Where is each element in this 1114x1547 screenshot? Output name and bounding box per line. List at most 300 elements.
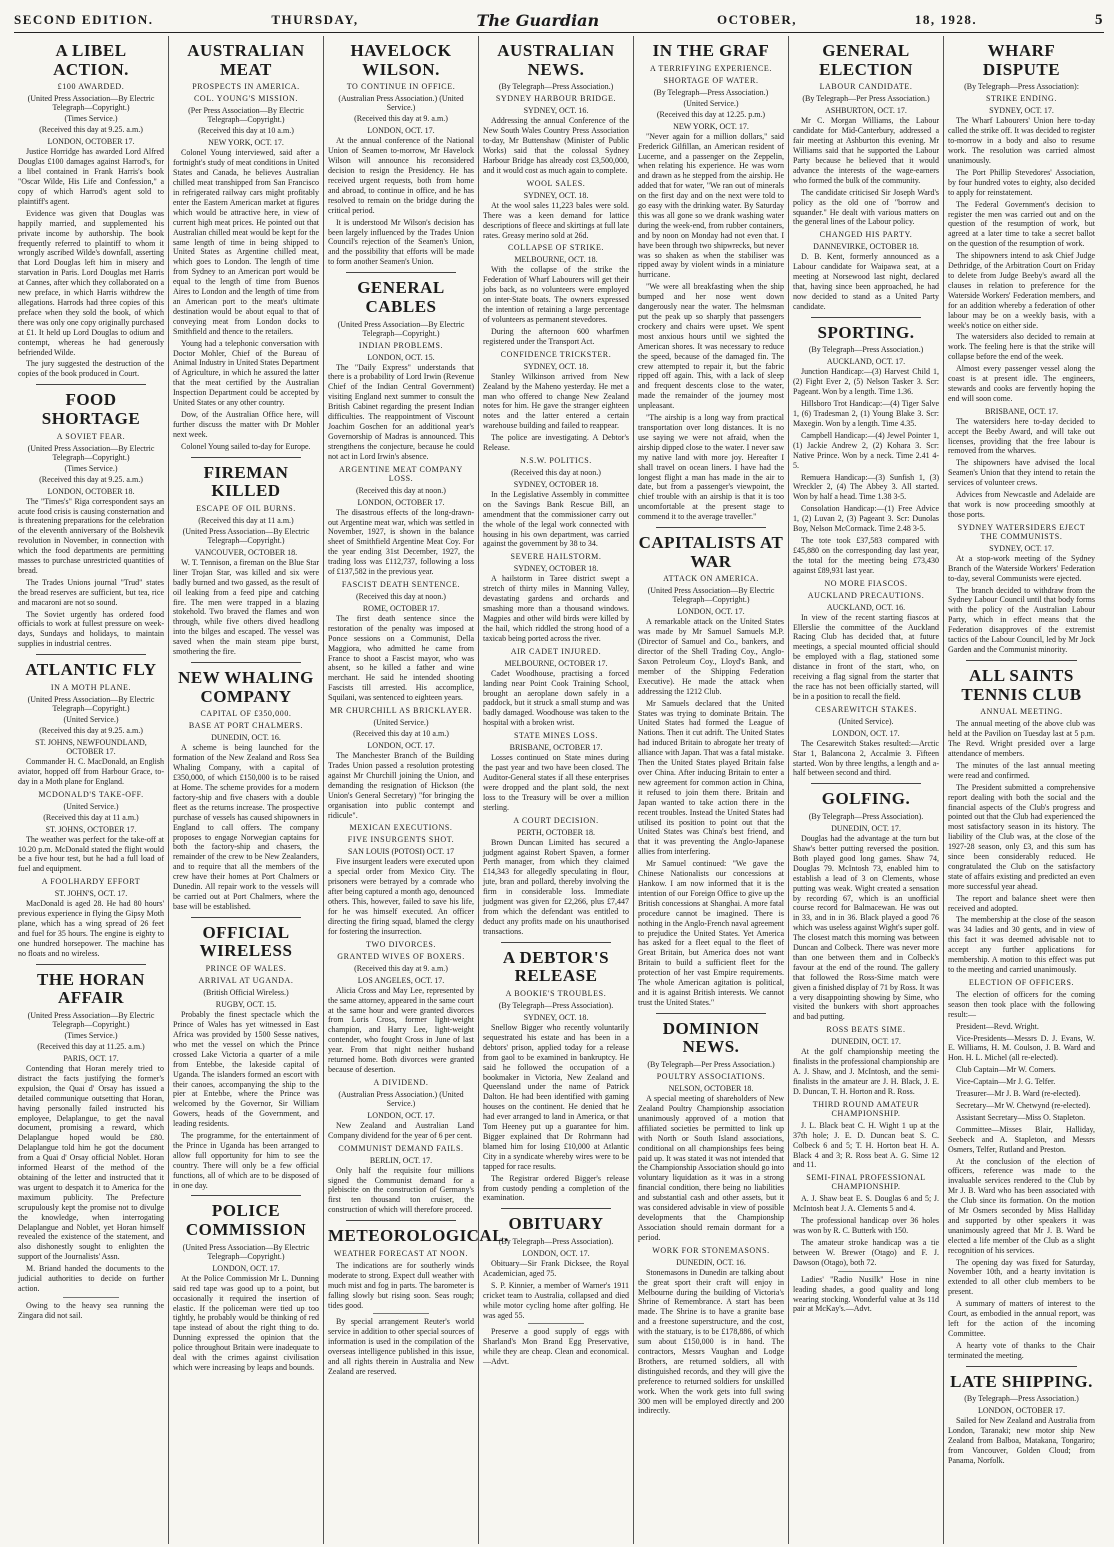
dateline: LONDON, OCTOBER 17. (357, 497, 445, 507)
subheading: CESAREWITCH STAKES. (815, 704, 917, 714)
paragraph: The Port Phillip Stevedores' Association, by four hundred votes to eighty, also decided to apply for reinstatement. (948, 167, 1095, 197)
paragraph: The weather was perfect for the take-off at 10.20 p.m. McDonald stated the flight would be a five hour test, but he had a full load of fuel and equipment. (18, 834, 164, 874)
paragraph: With the collapse of the strike the Federation of Wharf Labourers will get their jobs back, as no volunteers were employed on inter-State boats. The owners expressed the intention of retaining a large percentage of volunteers as permanent stevedores. (483, 265, 629, 324)
credit-line: (Times Service.) (64, 114, 118, 124)
subheading: ELECTION OF OFFICERS. (968, 977, 1075, 987)
paragraph: Remuera Handicap:—(3) Sunfish 1, (3) Wreckler 2, (4) The Abbey 3. All started. Won by half a head. Time 1.38 3-5. (793, 472, 939, 502)
paragraph: Owing to the heavy sea running the Zingara did not sail. (18, 1300, 164, 1320)
divider-rule (811, 317, 921, 318)
paragraph: Sailed for New Zealand and Australia from London, Taranaki; new motor ship New Zealand from Balboa, Matakana, Tongariro; from Vancouver, Golden Cloud; from Panama, Norfolk. (948, 1416, 1095, 1465)
paragraph: Club Captain—Mr W. Comers. (956, 1065, 1056, 1075)
dateline: SYDNEY, OCT. 17. (989, 543, 1054, 553)
paragraph: Probably the finest spectacle which the Prince of Wales has yet witnessed in East Africa was provided by 1500 Sesse natives, who met the vessel on which the Prince crossed Lake Victoria a quarter of a mile from Entebbe, the lakeside capital of Uganda. The islanders formed an escort with their canoes, accompanying the ship to the pier at Entebbe, where the Prince was welcomed by the Governor, Sir William Gowers, heads of the Government, and leading residents. (173, 1010, 319, 1129)
credit-line: (Received this day at noon.) (356, 485, 446, 495)
paragraph: At the golf championship meeting the finalists in the professional championship are A. J. Shaw, and J. McIntosh, and the semi-finalists in the amateur are J. H. Black, J. E. D. Duncan, T. H. Horton and R. Ross. (793, 1047, 939, 1096)
subheading: THIRD ROUND AMATEUR CHAMPIONSHIP. (812, 1099, 920, 1118)
dateline: BRISBANE, OCTOBER 17. (509, 743, 603, 753)
paragraph: The candidate criticised Sir Joseph Ward's policy as the old one of "borrow and squander." He dealt with various matters on the general lines of the Labour policy. (793, 187, 939, 227)
paragraph: A summary of matters of interest to the Court, as embodied in the annual report, was left for the action of the incoming Committee. (948, 1299, 1095, 1338)
headline: FOOD SHORTAGE (41, 390, 141, 428)
credit-line: (United Service.) (683, 98, 739, 108)
subheading: MEXICAN EXECUTIONS. (349, 823, 453, 833)
credit-line: (Received this day at 9. a.m.) (354, 114, 448, 124)
column-2 (169, 36, 324, 1544)
subheading: A FOOLHARDY EFFORT (41, 877, 141, 887)
paragraph: J. L. Black beat C. H. Wight 1 up at the 37th hole; J. E. D. Duncan beat S. C. Colbeck 6 and 5; T. H. Horton beat H. A. Black 4 and 3; R. Ross beat A. G. Sime 12 and 11. (793, 1120, 939, 1170)
paragraph: MacDonald is aged 28. He had 80 hours' previous experience in flying the Gipsy Moth plane, which has a wing spread of 26 feet and fuel for 35 hours. The engine is eighty to one hundred horsepower. The machine has no floats and no wireless. (18, 899, 164, 958)
credit-line: (United Press Association—By Electric Telegraph—Copyright.) (647, 586, 775, 605)
paragraph: The opening day was fixed for Saturday, November 10th, and a hearty invitation is extended to all other club members to be present. (948, 1257, 1095, 1297)
paragraph: The annual meeting of the above club was held at the Pavilion on Tuesday last at 5 p.m. The Revd. Wright presided over a large attendance of members. (948, 719, 1095, 758)
paragraph: Mr Samuels declared that the United States was trying to dominate Britain. The United States had formed the League of Nations. Then it cut adrift. The United States had induced Britain to abrogate her treaty of alliance with Japan. That was a fatal mistake. Then the United States played Britain false over China. After inducing Britain to enter a new agreement for common action in China, it refused to join them there. Britain and Japan wanted to take action there in the recent troubles. Instead the United States had utilised its position to point out that the United States was China's best friend, and that it was preventing the Anglo-Japanese allies from interfering. (638, 698, 784, 857)
paragraph: At the conclusion of the election of officers, reference was made to the invaluable services rendered to the Club by Mr J. B. Ward who has been associated with the Club since its formation. On the motion of Mr Osmers seconded by Miss Halliday and supported by other speakers it was unanimously agreed that Mr J. B. Ward be elected a life member of the Club as a slight recognition of his services. (948, 1156, 1095, 1255)
paragraph: Justice Horridge has awarded Lord Alfred Douglas £100 damages against Harrod's, for a libel contained in Frank Harris's book "Oscar Wilde, His Life and Confession," a copy of which Harrod's agent sold to plaintiff's agent. (18, 147, 164, 206)
headline: GOLFING. (821, 789, 911, 809)
dateline: PARIS, OCT. 17. (63, 1054, 119, 1064)
headline: OBITUARY (508, 1214, 604, 1234)
page-number: 5 (1094, 11, 1104, 28)
paper-name: The Guardian (476, 10, 600, 30)
paragraph: The President submitted a comprehensive report dealing with both the social and the financial aspects of the Club's progress and pointed out that the Club had experienced the most satisfactory season in its history. The liability of the Club was, at the close of the 1927-28 season, only £3, and this sum has since been considerably reduced. He congratulated the Club on the satisfactory state of affairs existing and predicted an even more successful year ahead. (948, 782, 1095, 891)
dateline: DUNEDIN, OCT. 16. (211, 733, 281, 743)
paragraph: Colonel Young interviewed, said after a fortnight's study of meat conditions in United States and Canada, he believes Australian chilled meat transhipped from San Francisco in refrigerated railway cars might profitably enter the Eastern American market at figures which would be attractive here, in view of current high meat prices. He pointed out that Australian chilled meat would be kept for the same length of time in being shipped to United States as Argentine chilled meat, which goes to London. The length of time from Sydney to an American port would be equal to the length of time from Buenos Aires to London and the length of time from an American port to the meat's ultimate destination would be about equal to that of conveying meat from London docks to Smithfield and thence to the retailers. (173, 148, 319, 336)
short-divider (838, 1271, 894, 1272)
credit-line: (By Telegraph—Press Association.) (653, 87, 769, 97)
paragraph: Stanley Wilkinson arrived from New Zealand by the Maheno yesterday. He met a man who offered to change New Zealand notes for him. He gave the stranger eighteen notes and the latter entered a certain warehouse building and failed to reappear. (483, 371, 629, 431)
paragraph: The Manchester Branch of the Building Trades Union passed a resolution protesting against Mr Churchill joining the Union, and demanding the resignation of Hickson (the Union's General Secretary) "for bringing the organisation into public contempt and ridicule". (328, 751, 474, 820)
subheading: MCDONALD'S TAKE-OFF. (38, 789, 144, 799)
dateline: DANNEVIRKE, OCTOBER 18. (813, 242, 919, 252)
credit-line: (Per Press Association—By Electric Telegraph—Copyright.) (188, 106, 304, 125)
credit-line: (Received this day at 9. a.m.) (354, 963, 448, 973)
credit-line: (Received this day at noon.) (511, 467, 601, 477)
paragraph: D. B. Kent, formerly announced as a Labour candidate for Waipawa seat, at a meeting at Norsewood last night, declared that, having since been approached, he had now decided to stand as a United Party candidate. (793, 252, 939, 311)
paragraph: Addressing the annual Conference of the New South Wales Country Press Association to-day, Mr Buttenshaw (Minister of Public Works) said that the colossal Sydney Harbour Bridge has already cost £3,500,000, and it would cost as much again to complete. (483, 116, 629, 175)
dateline: BRISBANE, OCT. 17. (985, 406, 1058, 416)
paragraph: W. T. Tennison, a fireman on the Blue Star liner Trojan Star, was killed and six were badly burned and two gassed, as the result of oil leaking from a feed pipe and catching fire. The men were trapped in a blazing stokehold. Two braved the flames and won through, while five others dived headlong into the bilges and escaped. The vessel was saved when the main steam pipe burst, smothering the fire. (173, 557, 319, 657)
credit-line: (Received this day at noon.) (356, 591, 446, 601)
paragraph: A special meeting of shareholders of New Zealand Poultry Championship association unanimously approved of a motion that affiliated societies be permitted to link up with North or South Island associations, conditional on all championships fees being paid up. It was stated it was not intended that the Championship Association should go into voluntary liquidation as it was in a strong financial condition, there being no liabilities and substantial cash and other assets, but it was considered advisable in view of possible developments that the Championship Association should remain dormant for a period. (638, 1094, 784, 1242)
divider-rule (36, 384, 146, 385)
paragraph: Consolation Handicap:—(1) Free Advice 1, (2) Luvan 2, (3) Pageant 3. Scr: Dunolas Boy, Nelson McCormack. Time 2.48 3-5. (793, 504, 939, 534)
dateline: DUNEDIN, OCT. 17. (831, 1037, 901, 1047)
paragraph: It is understood Mr Wilson's decision has been largely influenced by the Trades Union Council's rejection of the Seamen's Union, and the possibility that efforts will be made to form another Seamen's Union. (328, 217, 474, 267)
headline: ATLANTIC FLY (25, 660, 157, 680)
paragraph: Mr Samuel continued: "We gave the Chinese Nationalists our concessions at Hankow. I am now informed that it is the intention of our Foreign Office to give up the British concessions at Shanghai. A more fatal procedure cannot be imagined. There is nothing in the Anglo-French naval agreement to prejudice the United States. Yet America has asked for a fleet equal to the fleet of Great Britain, but America does not want Britain to build a sufficient fleet for the protection of her vast Empire requirements. The whole American agitation is political, and it is against British interests. We cannot trust the United States." (638, 859, 784, 1007)
paragraph: "The airship is a long way from practical transportation over long distances. It is no use saying we were not afraid, when the airship dipped close to the water. I never saw my native land with more joy. Hereafter I shall travel on ocean liners. I have had the longest flight a man has made in the air to date, but from a passenger's viewpoint, the chief trouble with an airship is that it is too uncomfortable at the present stage to commend it to the average traveller." (638, 413, 784, 522)
paragraph: The Trades Unions journal "Trud" states the bread reserves are sufficient, but tea, rice and macaroni are not so sound. (18, 577, 164, 607)
paragraph: Junction Handicap:—(3) Harvest Child 1, (2) Fight Ever 2, (5) Nelson Tasker 3. Scr: Pageant. Won by a length. Time 1.36. (793, 367, 939, 397)
paragraph: The report and balance sheet were then received and adopted. (948, 893, 1095, 913)
paragraph: The Cesarewitch Stakes resulted:—Arctic Star 1, Balancona 2, Accalmie 3. Fifteen started. Won by three lengths, a length and a-half between second and third. (793, 738, 939, 778)
divider-rule (966, 660, 1077, 661)
dateline: SYDNEY, OCTOBER 18. (513, 564, 599, 574)
dateline: DUNEDIN, OCT. 16. (676, 1257, 746, 1267)
paragraph: The minutes of the last annual meeting were read and confirmed. (948, 760, 1095, 780)
dateline: LONDON, OCT. 17. (522, 1249, 590, 1259)
credit-line: (Received this day at 9.25. a.m.) (39, 725, 143, 735)
subheading: CAPITAL OF £350,000. (200, 709, 292, 719)
subheading: SEMI-FINAL PROFESSIONAL CHAMPIONSHIP. (806, 1173, 926, 1192)
credit-line: (Received this day at 11.25. a.m.) (37, 1042, 145, 1052)
paragraph: At the annual conference of the National Union of Seamen to-morrow, Mr Havelock Wilson will announce his reconsidered decision to resign the Presidency. He has received urgent requests, both from home and abroad, to continue in office, and he has resolved to remain on the bridge during the critical period. (328, 136, 474, 215)
subheading: AUCKLAND PRECAUTIONS. (807, 590, 925, 600)
credit-line: (By Telegraph—Per Press Association.) (647, 1060, 775, 1070)
credit-line: (By Telegraph—Press Association.) (498, 82, 614, 92)
subheading: TWO DIVORCES. (365, 939, 437, 949)
subheading: N.S.W. POLITICS. (520, 455, 592, 465)
subheading: COLLAPSE OF STRIKE. (507, 243, 605, 253)
dateline: LONDON, OCT. 17. (367, 1110, 435, 1120)
dateline: SYDNEY, OCT. 16. (523, 106, 589, 116)
paragraph: "We were all breakfasting when the ship bumped and her nose went down dangerously near the water. The helmsman put the peak up so sharply that passengers crockery and chairs were upset. We spent most anxious hours until we sighted the American shores. It was necessary to reduce the speed, because of the damaged fin. The crew attempted to repair it, but the fabric ripped off again. This, with a lack of sleep and frequent descents close to the water, made the remainder of the journey most unpleasant. (638, 282, 784, 411)
subheading: TO CONTINUE IN OFFICE. (346, 82, 456, 92)
subheading: MR CHURCHILL AS BRICKLAYER. (329, 706, 473, 716)
subheading: SYDNEY HARBOUR BRIDGE. (495, 94, 617, 104)
subheading: AIR CADET INJURED. (510, 646, 602, 656)
credit-line: (Received this day at 10 a.m.) (353, 729, 449, 739)
edition-label: SECOND EDITION. (14, 12, 154, 27)
paragraph: The amateur stroke handicap was a tie between W. Brewer (Otago) and F. J. Dawson (Otago), both 72. (793, 1237, 939, 1267)
paragraph: Five insurgent leaders were executed upon a special order from Mexico City. The prisoners were betrayed by a comrade who after being captured a month ago, denounced others. This, however, failed to save his life, for he was himself executed. An officer directing the firing squad, blamed the clergy for fostering the insurrection. (328, 857, 474, 936)
dateline: ASHBURTON, OCT. 17. (825, 106, 907, 116)
divider-rule (36, 964, 146, 965)
subheading: A TERRIFYING EXPERIENCE. (649, 63, 773, 73)
paragraph: Advices from Newcastle and Adelaide are that work is now proceeding smoothly at those ports. (948, 490, 1095, 519)
headline: ALL SAINTS TENNIS CLUB (961, 665, 1082, 704)
headline: GENERAL ELECTION (819, 41, 913, 79)
paragraph: The jury suggested the destruction of the copies of the book produced in Court. (18, 359, 164, 379)
paragraph: The watersiders also decided to remain at work. The feeling here is that the strike will collapse before the end of the week. (948, 332, 1095, 362)
column-5 (634, 36, 789, 1544)
dateline: LONDON, OCTOBER 17. (47, 137, 135, 147)
subheading: NO MORE FIASCOS. (824, 578, 908, 588)
subheading: INDIAN PROBLEMS. (358, 340, 444, 350)
divider-rule (811, 783, 921, 784)
paragraph: "Never again for a million dollars," said Frederick Gilfillan, an American resident of Lucerne, and a passenger on the Zeppelin, when relating his experience. He was worn and drawn as he stepped from the airship. He added that for water, "We ran out of minerals on the first day and on the next were told to go easy with the drinking water. By Saturday this was all gone so we drank washing water during the week-end, from rubber containers, and by noon on Monday had not even that. I have been through two shipwrecks, but never was so shaken as when the stabiliser was ripped away by violent winds in a miniature hurricane. (638, 131, 784, 280)
dateline: RUGBY, OCT. 15. (215, 1000, 277, 1010)
paragraph: Contending that Horan merely tried to distract the facts justifying the former's expulsion, the Quai d' Orsay has issued a detailed communique outsetting that Horan, having personally failed instructed his employee, Delaplangue, to get the naval document, promising a reward, which Delaplangue hoped would be £80. Delaplangue told him he got the document from a Quai d' Orsay official Noblet. Horan informed Hearst of the method of the obtaining of the letter and instructed that it was urgent to despatch it to America for the maximum publicity. The Prefecture scrupulously kept the promise not to divulge the knowledge, when interrogating Delaplangue and Noblet, yet Horan himself revealed the existence of the statement, and also dishonestly sought to enlighten the support of the Journalists' Assn. (18, 1064, 164, 1262)
paragraph: Committee—Misses Blair, Halliday, Seebeck and A. Stapleton, and Messrs Osmers, Telfer, Rutland and Preston. (948, 1124, 1095, 1154)
subheading: COL. YOUNG'S MISSION. (194, 94, 298, 104)
credit-line: (United Service.) (63, 714, 119, 724)
headline: METEOROLOGICAL. (328, 1226, 509, 1246)
issue-day: THURSDAY, (271, 12, 359, 27)
paragraph: At the Police Commission Mr L. Dunning said red tape was good up to a point, but occasionally it required the insertion of elastic. If the policeman were tied up too tightly, he probably would be thinking of red tape instead of about the right thing to do. Dunning expressed the opinion that the police throughout Britain were inadequate to deal with the crimes against civilisation which were increasing by leaps and bounds. (173, 1273, 319, 1372)
dateline: ST. JOHN'S, OCT. 17. (54, 889, 128, 899)
credit-line: (Received this day at 11 a.m.) (43, 812, 139, 822)
credit-line: (Australian Press Association.) (United Service.) (338, 1089, 464, 1108)
dateline: SYDNEY, OCT. 17. (989, 106, 1054, 116)
paragraph: The tote took £37,583 compared with £45,880 on the corresponding day last year, the total for the meeting being £73,430 against £89,931 last year. (793, 535, 939, 575)
headline: SPORTING. (817, 322, 915, 342)
credit-line: (By Telegraph—Press Association): (964, 82, 1079, 92)
headline: HAVELOCK WILSON. (350, 41, 452, 79)
column-4 (479, 36, 634, 1544)
paragraph: A. J. Shaw beat E. S. Douglas 6 and 5; J. McIntosh beat J. A. Clements 5 and 4. (793, 1194, 939, 1214)
credit-line: (By Telegraph—Press Association). (498, 1237, 614, 1247)
paragraph: Hillsboro Trot Handicap:—(4) Tiger Salve 1, (6) Tradesman 2, (1) Young Blake 3. Scr: Maxegin. Won by a length. Time 4.35. (793, 399, 939, 428)
dateline: ROME, OCTOBER 17. (362, 603, 440, 613)
masthead (14, 8, 1104, 33)
dateline: SYDNEY, OCT. 18. (523, 361, 589, 371)
paragraph: Cadet Woodhouse, practising a forced landing near Point Cook Training School, brought an aeroplane down safely in a paddock, but it struck a small stump and was badly damaged. Woodhouse was taken to the hospital with a broken wrist. (483, 668, 629, 728)
headline: FIREMAN KILLED (203, 462, 289, 501)
paragraph: Dow, of the Australian Office here, will further discuss the matter with Dr Mohler next week. (173, 409, 319, 439)
subheading: STATE MINES LOSS. (513, 731, 598, 741)
credit-line: (United Press Association—By Electric Telegraph—Copyright.) (27, 443, 155, 462)
paragraph: Preserve a good supply of eggs with Sharland's Mon Brand Egg Preservative, while they are cheap. Clean and economical.—Advt. (483, 1327, 629, 1367)
headline: A DEBTOR'S RELEASE (502, 947, 610, 986)
subheading: ROSS BEATS SIME. (826, 1025, 906, 1035)
divider-rule (501, 1208, 611, 1209)
dateline: ST. JOHNS, NEWFOUNDLAND, OCTOBER 17. (35, 737, 147, 756)
subheading: GRANTED WIVES OF BOXERS. (337, 951, 465, 961)
paragraph: The "Times's" Riga correspondent says an acute food crisis is causing consternation and is threatening preparations for the celebration of the eleventh anniversary of the Bolshevik revolution in November, in connection with which the food departments are permitting masses to purchase unrestricted quantities of bread. (18, 496, 164, 575)
dateline: LONDON, OCT. 17. (212, 1263, 280, 1273)
subheading: FIVE INSURGENTS SHOT. (347, 835, 455, 845)
subheading: ANNUAL MEETING. (980, 707, 1063, 717)
paragraph: Mr C. Morgan Williams, the Labour candidate for Mid-Canterbury, addressed a fair meeting at Ashburton this evening. Mr Williams said that he supported the Labour Party because he believed that it would advance the interests of the wage-earners who formed the bulk of the community. (793, 116, 939, 185)
credit-line: (Times Service.) (64, 1031, 118, 1041)
dateline: AUCKLAND, OCT. 17. (826, 357, 906, 367)
credit-line: (United Press Association—By Electric Telegraph—Copyright.) (27, 94, 155, 113)
paragraph: Commander H. C. MacDonald, an English aviator, hopped off from Harbour Grace, to-day in a Moth plane for England. (18, 756, 164, 786)
subheading: PROSPECTS IN AMERICA. (192, 82, 300, 92)
credit-line: (United Press Association—By Electric Telegraph—Copyright.) (27, 1011, 155, 1030)
paragraph: The Federal Government's decision to register the men was carried out and on the question of the resumption of work, but agreed at a later time to take a secret ballot on the question of the resumption of work. (948, 199, 1095, 249)
headline: THE HORAN AFFAIR (37, 969, 145, 1008)
issue-date: 18, 1928. (914, 12, 978, 27)
credit-line: (By Telegraph—Press Association). (498, 1001, 614, 1011)
divider-rule (966, 1366, 1077, 1367)
paragraph: The first death sentence since the restoration of the penalty was imposed at Ponce sessions on a Communist, Della Maggiora, who admitted he came from France to shoot a Fascist mayor, who was absent, so he killed a father and wine merchant. He said he intended shooting Fascists till arrested. His accomplice, Squilani, was sentenced to eighteen years. (328, 613, 474, 703)
subheading: SEVERE HAILSTORM. (510, 552, 602, 562)
paragraph: Vice-Captain—Mr J. G. Telfer. (956, 1077, 1056, 1087)
credit-line: (United Service.) (63, 801, 119, 811)
headline: OFFICIAL WIRELESS (199, 922, 293, 961)
dateline: DUNEDIN, OCT. 17. (831, 824, 901, 834)
paragraph: Almost every passenger vessel along the coast is at present idle. The engineers, stewards and cooks are fervently hoping the end will soon come. (948, 364, 1095, 403)
subheading: £100 AWARDED. (57, 82, 125, 92)
paragraph: A hearty vote of thanks to the Chair terminated the meeting. (948, 1340, 1095, 1360)
paragraph: At a stop-work meeting of the Sydney Branch of the Waterside Workers' Federation to-day, several Communists were ejected. (948, 553, 1095, 583)
credit-line: (Received this day at 9.25. a.m.) (39, 474, 143, 484)
dateline: NEW YORK, OCT. 17. (673, 121, 749, 131)
headline: GENERAL CABLES (357, 278, 445, 316)
paragraph: In the Legislative Assembly in committee on the Savings Bank Rescue Bill, an amendment that the commissioner carry out the whole of the legal work connected with housing in his own department, was carried against the government by 38 to 34. (483, 489, 629, 549)
subheading: COMMUNIST DEMAND FAILS. (338, 1143, 464, 1153)
dateline: MELBOURNE, OCT. 18. (514, 255, 598, 265)
paragraph: Campbell Handicap:—(4) Jewel Pointer 1, (1) Jackie Andrew 2, (2) Kohara 3. Scr: Native Prince. Won by a neck. Time 2.41 4-5. (793, 430, 939, 470)
divider-rule (656, 1013, 766, 1014)
paragraph: Assistant Secretary—Miss O. Stapleton. (956, 1112, 1086, 1122)
dateline: MELBOURNE, OCTOBER 17. (504, 658, 608, 668)
credit-line: (United Service.) (373, 718, 429, 728)
credit-line: (Australian Press Association.) (United Service.) (338, 94, 464, 113)
divider-rule (191, 662, 301, 663)
credit-line: (By Telegraph—Press Association). (808, 812, 924, 822)
headline: A LIBEL ACTION. (53, 41, 129, 79)
subheading: CONFIDENCE TRICKSTER. (500, 349, 612, 359)
paragraph: Secretary—Mr W. Chetwynd (re-elected). (956, 1100, 1091, 1110)
divider-rule (191, 917, 301, 918)
paragraph: The "Daily Express" understands that there is a probability of Lord Irwin (Revenue Chief of the Indian Central Government) visiting England next summer to consult the British Cabinet regarding the present Indian difficulties. The reappointment of Viscount Joachim Goschen for an additional year's Governorship of Madras is announced. This strengthens the conjecture, because he could not act in Lord Irwin's absence. (328, 362, 474, 461)
headline: DOMINION NEWS. (662, 1018, 760, 1057)
headline: CAPITALISTS AT WAR (638, 533, 784, 571)
paragraph: Stonemasons in Dunedin are talking about the great sport their craft will enjoy in Melbourne during the building of Victoria's Shrine of Remembrance. A start has been made. The Shrine is to have a granite base and a freestone superstructure, and the cost, with the statuary, is to be £178,886, of which sum about £150,000 is in hand. The contractors, Messrs Vaughan and Lodge Brothers, are returned soldiers, all with distinguished records, and they will give the preference to returned soldiers for unskilled work. When the work gets into full swing 300 men will be employed directly and 200 indirectly. (638, 1267, 784, 1416)
short-divider (373, 1313, 429, 1314)
subheading: A BOOKIE'S TROUBLES. (505, 989, 607, 999)
issue-month: OCTOBER, (717, 12, 798, 27)
divider-rule (656, 527, 766, 528)
subheading: SHORTAGE OF WATER. (663, 75, 759, 85)
dateline: SYDNEY, OCTOBER 18. (513, 479, 599, 489)
credit-line: (United Press Association—By Electric Telegraph—Copyright.) (27, 694, 155, 713)
paragraph: Brown Duncan Limited has secured a judgment against Robert Spaven, a former Perth manager, from which they claimed £14,343 for allegedly speculating in flour, jute, bran and pollard, thereby involving the firm in considerable loss. Immediate judgment was given for £2,266, plus £7,447 from which the defendant was entitled to deduct any profits made on his unauthorised transactions. (483, 837, 629, 936)
dateline: SAN LOUIS (POTOSI) OCT. 17 (347, 847, 455, 857)
subheading: A DIVIDEND. (373, 1077, 429, 1087)
paragraph: Evidence was given that Douglas was happily married, and supplemented his private income by authorship. The book frequently referred to plaintiff to whom it wrongly ascribed Wilde's downfall, asserting that Lord Douglas left him in misery and starvation in Paris. Lord Douglas met Harris at Cannes, after which they collaborated on a new preface, in which Harris withdrew the allegations. Harrods had three copies of this preface when they sold the book, of which there was only one copy originally purchased at £1. It held up Lord Douglas to odium and contempt, whereas he had generously befriended Wilde. (18, 208, 164, 357)
subheading: WEATHER FORECAST AT NOON. (333, 1248, 469, 1258)
paragraph: The shipowners have advised the local Seamen's Union that they intend to retain the services of volunteer crews. (948, 458, 1095, 488)
divider-rule (346, 272, 456, 273)
paragraph: The shipowners intend to ask Chief Judge Dethridge, of the Arbitration Court on Friday to delete from Judge Beeby's award all the clauses in relation to preference for the Waterside Workers' Federation members, and for an addition whereby a federation of other labour may be on a weekly basis, with a week's notice on either side. (948, 251, 1095, 330)
headline: AUSTRALIAN NEWS. (497, 41, 615, 79)
dateline: PERTH, OCTOBER 18. (516, 827, 596, 837)
credit-line: (Received this day at 9.25. a.m.) (39, 125, 143, 135)
paragraph: Colonel Young sailed to-day for Europe. (181, 441, 311, 451)
subheading: POULTRY ASSOCIATIONS. (656, 1072, 766, 1082)
subheading: SYDNEY WATERSIDERS EJECT THE COMMUNISTS. (957, 522, 1086, 541)
dateline: LONDON, OCTOBER 18. (47, 486, 135, 496)
short-divider (63, 1297, 119, 1298)
subheading: IN A MOTH PLANE. (50, 682, 132, 692)
dateline: LONDON, OCT. 17. (832, 728, 900, 738)
divider-rule (191, 457, 301, 458)
credit-line: (Times Service.) (64, 463, 118, 473)
column-6 (789, 36, 944, 1544)
credit-line: (Received this day at 11 a.m.) (198, 515, 294, 525)
subheading: BASE AT PORT CHALMERS. (188, 721, 304, 731)
short-divider (528, 1323, 584, 1324)
subheading: ARGENTINE MEAT COMPANY LOSS. (339, 464, 463, 483)
credit-line: (United Press Association—By Electric Telegraph—Copyright.) (182, 1242, 310, 1261)
dateline: LONDON, OCTOBER 17. (978, 1406, 1065, 1416)
subheading: STRIKE ENDING. (985, 94, 1058, 104)
headline: AUSTRALIAN MEAT (187, 41, 305, 79)
headline: POLICE COMMISSION (185, 1201, 307, 1240)
dateline: ST. JOHNS, OCTOBER 17. (45, 824, 137, 834)
paragraph: Obituary—Sir Frank Dicksee, the Royal Academician, aged 75. (483, 1259, 629, 1278)
columns (14, 36, 1104, 1544)
subheading: ATTACK ON AMERICA. (663, 574, 759, 584)
paragraph: The disastrous effects of the long-drawn-out Argentine meat war, which was settled in November, 1927, is shown in the balance sheet of Smithfield Argentine Meat Coy. For the year ending 31st December, 1927, the trading loss was £112,737, following a loss of £137,582 in the previous year. (328, 507, 474, 577)
subheading: ARRIVAL AT UGANDA. (198, 976, 294, 986)
dateline: AUCKLAND, OCT. 16. (826, 602, 906, 612)
dateline: NELSON, OCTOBER 18. (668, 1084, 754, 1094)
paragraph: The programme, for the entertainment of the Prince in Uganda has been arranged to allow full opportunity for him to see the country. There will only be a few official functions, all of which are to be disposed of in one day. (173, 1131, 319, 1190)
dateline: SYDNEY, OCT. 18. (523, 1013, 589, 1023)
subheading: WORK FOR STONEMASONS. (652, 1245, 770, 1255)
subheading: WOOL SALES. (526, 178, 586, 188)
credit-line: (United Press Association—By Electric Telegraph—Copyright.) (182, 526, 310, 545)
paragraph: S. P. Kinnier, a member of Warner's 1911 cricket team to Australia, collapsed and died while motor cycling home after golfing. He was aged 55. (483, 1280, 629, 1320)
divider-rule (346, 1220, 456, 1221)
column-7 (944, 36, 1099, 1544)
paragraph: The Soviet urgently has ordered food officials to work at fullest pressure on week-days, Sundays and holidays, to maintain supplies in industrial centres. (18, 609, 164, 649)
headline: WHARF DISPUTE (982, 41, 1061, 79)
subheading: A COURT DECISION. (513, 815, 599, 825)
paragraph: At the wool sales 11,223 bales were sold. There was a keen demand for lattice descriptions of fleece and skirtings at full late rates. Greasy merino sold at 26d. (483, 200, 629, 240)
paragraph: Only half the requisite four millions signed the Communist demand for a plebiscite on the construction of Germany's first ten thousand ton cruiser, the construction of which will therefore proceed. (328, 1165, 474, 1215)
paragraph: President—Revd. Wright. (956, 1021, 1039, 1031)
column-3 (324, 36, 509, 1544)
paragraph: A hailstorm in Taree district swept a stretch of thirty miles in Manning Valley, devastating gardens and orchards and smashing more than a thousand windows. Magpies and other wild birds were killed by the hail, which riddled the strong hood of a taxicab being ported across the river. (483, 574, 629, 643)
dateline: LONDON, OCT. 17. (367, 126, 435, 136)
paragraph: The indications are for southerly winds moderate to strong. Expect dull weather with much mist and fog in parts. The barometer is falling slowly but rising soon. Seas rough; tides good. (328, 1260, 474, 1310)
paragraph: Snellow Bigger who recently voluntarily sequestrated his estate and has been in a debtors' prison, applied today for a release from gaol to be examined in bankruptcy. He said he followed the occupation of a bookmaker in Victoria, New Zealand and Queensland under the name of Patrick Dalton. He had been identified with gaming houses on the continent. He denied that he had ever arranged to land in America, or that Tom Heeney put up a guarantee for him. Bigger explained that Dr Rohrmann had blamed him for losing £10,000 at Atlantic City in a syndicate whereby wires were to be tapped for race results. (483, 1023, 629, 1171)
paragraph: The police are investigating. A Debtor's Release. (483, 433, 629, 453)
paragraph: Losses continued on State mines during the past year and two have been closed. The Auditor-General states if all these enterprises were dropped and the plant sold, the next loss to the Treasury will be over a million sterling. (483, 753, 629, 812)
credit-line: (United Press Association—By Electric Telegraph—Copyright.) (337, 319, 465, 338)
paragraph: Douglas had the advantage at the turn but Shaw's better putting reversed the position. Both played good long games. Shaw 74, Douglas 79. McIntosh 73, enabled him to establish a lead of 3 on Clements, whose putting was weak. Wight created a sensation by recording 67, which is an unofficial course record for Balmacewan. He was out in 33, and in in 36. Black played a good 76 which was useless against Wight's super golf. The closest match this morning was between Duncan and Colbeck. There was never more than one between them and in Colbeck's favour at the end of the round. The gallery that followed the Ross-Sime match were given a finished display of 71 by Ross. It was a very disappointing showing by Sime, who visited the bunkers with short approaches and bad putting. (793, 834, 939, 1022)
paragraph: The Wharf Labourers' Union here to-day called the strike off. It was decided to register to-morrow in a body and also to resume work. The resolution was carried almost unanimously. (948, 116, 1095, 165)
credit-line: (Received this day at 12.25. p.m.) (656, 109, 766, 119)
subheading: CHANGED HIS PARTY. (819, 230, 913, 240)
paragraph: In view of the recent starting fiascos at Ellerslie the committee of the Auckland Racing Club has decided that, at future meetings, a special mounted official should be employed with a flag, stationed some distance in front of the start, who, on receiving a flag signal from the starter that the race has not been officially started, will be in a position to recall the field. (793, 612, 939, 701)
paragraph: The membership at the close of the season was 34 ladies and 30 gents, and in view of this fact it was deemed advisable not to accept any further applications for membership. A motion to this effect was put to the meeting and carried unanimously. (948, 915, 1095, 974)
subheading: A SOVIET FEAR. (56, 431, 126, 441)
paragraph: By special arrangement Reuter's world service in addition to other special sources of information is used in the compilation of the overseas intelligence published in this issue, and all rights therein in Australia and New Zealand are reserved. (328, 1317, 474, 1376)
paragraph: The watersiders here to-day decided to accept the Beeby Award, and will take out licenses, providing that the free labour is removed from the wharves. (948, 416, 1095, 456)
credit-line: (British Official Wireless.) (203, 988, 289, 998)
paragraph: A remarkable attack on the United States was made by Mr Samuel Samuels M.P. (Director of Samuel and Co., bankers, and director of the Shell Trading Coy., Anglo-Saxon Petroleum Coy., Lloyd's Bank, and member of the Shipping Federation Executive). He made the attack when addressing the 1212 Club. (638, 617, 784, 696)
column-1 (14, 36, 169, 1544)
paragraph: Vice-Presidents—Messrs D. J. Evans, W. E. Williams, H. M. Coulson, J. B. Ward and Hon. H. L. Michel (all re-elected). (948, 1033, 1095, 1063)
paragraph: Young had a telephonic conversation with Doctor Mohler, Chief of the Bureau of Animal Industry in United States Department of Agriculture, in which he assured the latter that the meat certified by the Australian Inspection Department could be accepted by United States or any other country. (173, 338, 319, 408)
credit-line: (By Telegraph—Per Press Association.) (802, 94, 930, 104)
paragraph: A scheme is being launched for the formation of the New Zealand and Ross Sea Whaling Company, with a capital of £350,000, of which £150,000 is to be raised at Home. The scheme provides for a modern factory-ship and five chasers with a double fleet as the returns increase. The prospective purchase of vessels has caused shipowners in England to call offers. The company proposes to engage Norwegian captains for both the factory-ship and chasers, the remainder of the crew to be New Zealanders, and to require that all the members of the crew have their homes at Port Chalmers or Dunedin. All repair work to the vessels will be carried out at Port Chalmers, where the base will be established. (173, 743, 319, 911)
paragraph: Treasurer—Mr J. B. Ward (re-elected). (956, 1089, 1081, 1099)
headline: NEW WHALING COMPANY (178, 668, 314, 706)
paragraph: Ladies' "Radio Nusilk" Hose in nine leading shades, a good quality and long wearing stocking. Wonderful value at 3s 11d pair at McKay's.—Advt. (793, 1274, 939, 1314)
credit-line: (United Service). (838, 716, 894, 726)
subheading: FASCIST DEATH SENTENCE. (341, 579, 461, 589)
headline: LATE SHIPPING. (950, 1371, 1093, 1391)
divider-rule (36, 654, 146, 655)
dateline: LONDON, OCT. 17. (367, 741, 435, 751)
credit-line: (By Telegraph—Press Association.) (808, 345, 924, 355)
subheading: PRINCE OF WALES. (205, 964, 287, 974)
dateline: SYDNEY, OCT. 18. (523, 190, 589, 200)
paragraph: M. Briand handed the documents to the judicial authorities to decide on further action. (18, 1264, 164, 1293)
dateline: NEW YORK, OCT. 17. (208, 138, 284, 148)
paragraph: The Registrar ordered Bigger's release from custody pending a completion of the examination. (483, 1173, 629, 1203)
subheading: ESCAPE OF OIL BURNS. (196, 503, 296, 513)
dateline: BERLIN, OCT. 17. (369, 1155, 433, 1165)
dateline: VANCOUVER, OCTOBER 18. (194, 547, 298, 557)
divider-rule (501, 942, 611, 943)
credit-line: (By Telegraph—Press Association.) (964, 1394, 1079, 1404)
divider-rule (191, 1195, 301, 1196)
subheading: LABOUR CANDIDATE. (819, 82, 913, 92)
dateline: LONDON, OCT. 15. (367, 352, 435, 362)
paragraph: The election of officers for the coming season then took place with the following result:— (948, 989, 1095, 1019)
paragraph: During the afternoon 600 wharfmen registered under the Transport Act. (483, 326, 629, 346)
dateline: LOS ANGELES, OCT. 17. (357, 975, 445, 985)
paragraph: The branch decided to withdraw from the Sydney Labour Council until that body forms with the policy of the Australian Labour Party, which in effect means that the Federation disapproves of the extremist tactics of the Labour Council, led by Mr Jock Garden and the Communist minority. (948, 585, 1095, 654)
